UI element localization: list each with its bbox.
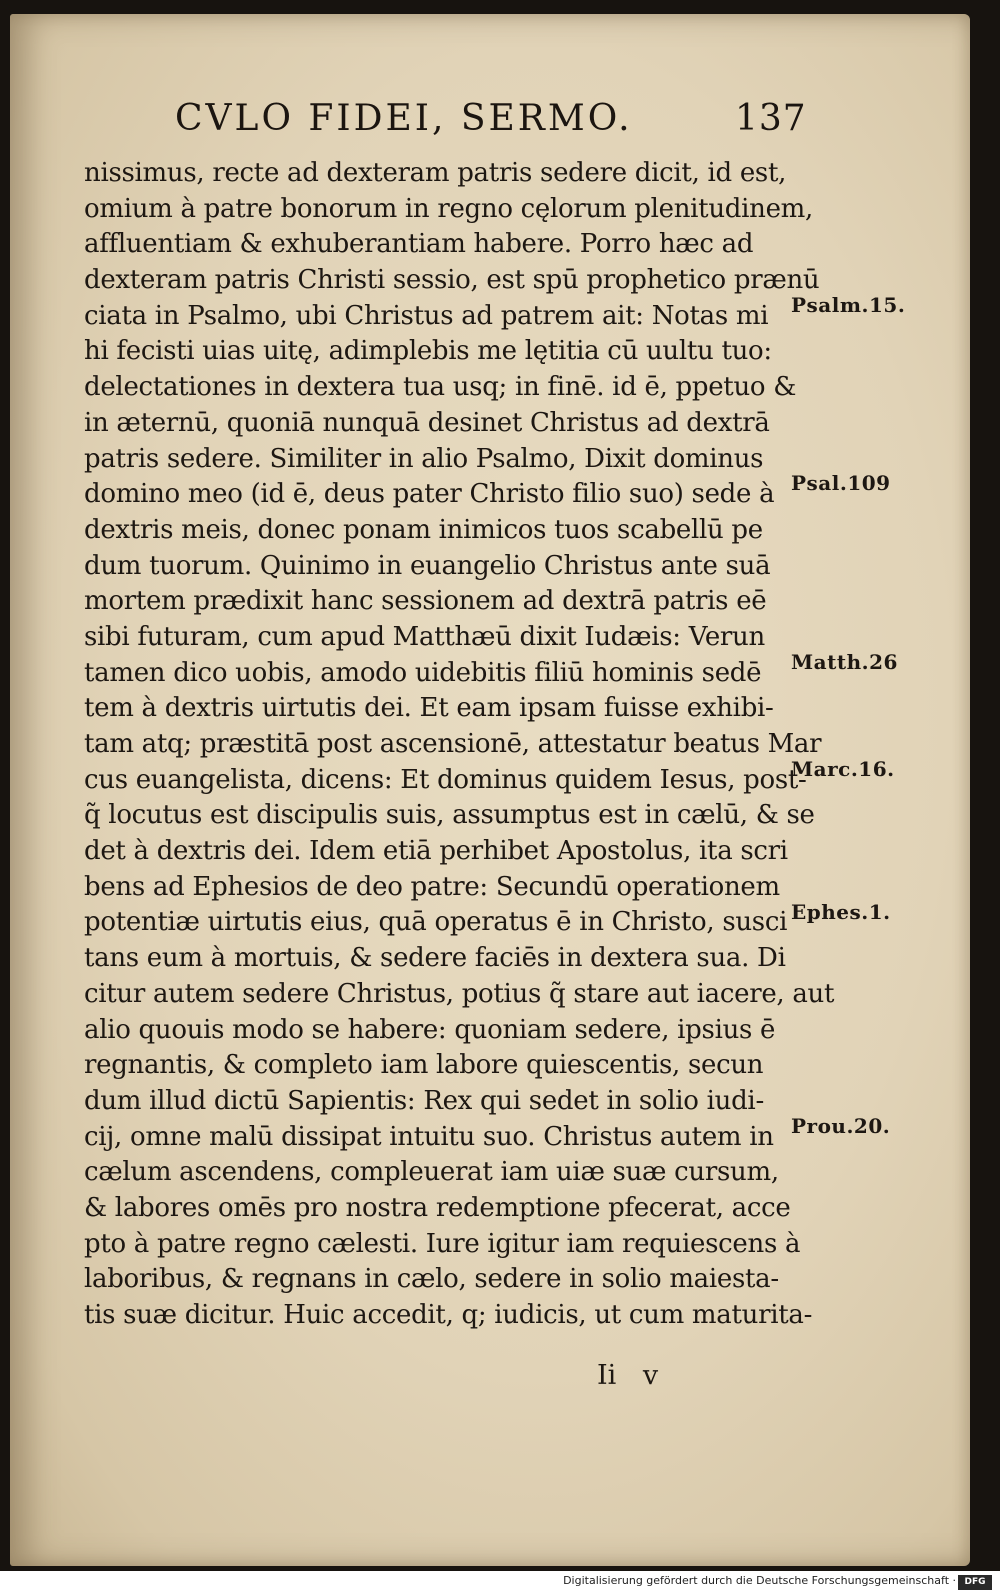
text-line: laboribus, & regnans in cælo, sedere in solio maiesta-	[84, 1264, 779, 1295]
text-line: citur autem sedere Christus, potius q̃ stare aut iacere, aut	[84, 978, 835, 1009]
marginal-note: Marc.16.	[791, 756, 895, 781]
text-line: cij, omne malū dissipat intuitu suo. Christus autem in	[84, 1121, 774, 1152]
running-title: CVLO FIDEI, SERMO.	[175, 98, 633, 139]
marginal-note: Matth.26	[791, 649, 898, 674]
text-line: q̃ locutus est discipulis suis, assumptus est in cælū, & se	[84, 800, 815, 831]
text-line: delectationes in dextera tua usq; in finē. id ē, ppetuo &	[84, 372, 797, 403]
marginal-note: Prou.20.	[791, 1113, 891, 1138]
funding-credit: Digitalisierung gefördert durch die Deutsche Forschungsgemeinschaft ·	[563, 1574, 956, 1587]
signature-mark: Ii v	[597, 1360, 659, 1391]
text-line: tamen dico uobis, amodo uidebitis filiū hominis sedē	[84, 657, 762, 688]
text-line: dexteram patris Christi sessio, est spū prophetico prænū	[84, 265, 820, 296]
dfg-logo: DFG	[958, 1575, 992, 1590]
text-line: dum illud dictū Sapientis: Rex qui sedet in solio iudi-	[84, 1085, 764, 1116]
text-line: tam atq; præstitā post ascensionē, attestatur beatus Mar	[84, 729, 822, 759]
footer-bar	[0, 1571, 1000, 1593]
marginal-note: Psalm.15.	[791, 292, 906, 317]
text-line: dum tuorum. Quinimo in euangelio Christus ante suā	[84, 550, 771, 581]
text-line: potentiæ uirtutis eius, quā operatus ē in Christo, susci	[84, 907, 788, 938]
text-line: regnantis, & completo iam labore quiescentis, secun	[84, 1050, 764, 1081]
text-line: domino meo (id ē, deus pater Christo filio suo) sede à	[84, 479, 775, 510]
text-line: tans eum à mortuis, & sedere faciēs in dextera sua. Di	[84, 943, 786, 974]
text-line: det à dextris dei. Idem etiā perhibet Apostolus, ita scri	[84, 836, 788, 867]
text-line: omium à patre bonorum in regno cęlorum plenitudinem,	[84, 193, 813, 224]
folio-number: 137	[735, 98, 807, 139]
text-line: cus euangelista, dicens: Et dominus quidem Iesus, post-	[84, 764, 807, 795]
text-line: sibi futuram, cum apud Matthæū dixit Iudæis: Verun	[84, 621, 765, 652]
text-line: dextris meis, donec ponam inimicos tuos scabellū pe	[84, 514, 763, 545]
text-line: bens ad Ephesios de deo patre: Secundū operationem	[84, 871, 780, 902]
body-text	[84, 156, 835, 1334]
text-line: affluentiam & exhuberantiam habere. Porro hæc ad	[84, 229, 754, 260]
text-line: alio quouis modo se habere: quoniam sedere, ipsius ē	[84, 1014, 776, 1045]
text-line: & labores omēs pro nostra redemptione pfecerat, acce	[84, 1192, 791, 1223]
text-line: patris sedere. Similiter in alio Psalmo, Dixit dominus	[84, 443, 764, 474]
text-line: hi fecisti uias uitę, adimplebis me lętitia cū uultu tuo:	[84, 336, 772, 367]
text-line: nissimus, recte ad dexteram patris sedere dicit, id est,	[84, 158, 787, 188]
text-line: tem à dextris uirtutis dei. Et eam ipsam fuisse exhibi-	[84, 693, 774, 724]
text-line: ciata in Psalmo, ubi Christus ad patrem ait: Notas mi	[84, 300, 769, 331]
text-line: tis suæ dicitur. Huic accedit, q; iudicis, ut cum maturita-	[84, 1300, 813, 1330]
text-line: in æternū, quoniā nunquā desinet Christus ad dextrā	[84, 407, 770, 438]
text-line: cælum ascendens, compleuerat iam uiæ suæ cursum,	[84, 1157, 779, 1188]
book-page	[10, 14, 970, 1566]
marginal-note: Ephes.1.	[791, 899, 891, 924]
marginal-note: Psal.109	[791, 471, 891, 496]
text-line: mortem prædixit hanc sessionem ad dextrā patris eē	[84, 586, 767, 617]
text-line: pto à patre regno cælesti. Iure igitur iam requiescens à	[84, 1228, 801, 1259]
